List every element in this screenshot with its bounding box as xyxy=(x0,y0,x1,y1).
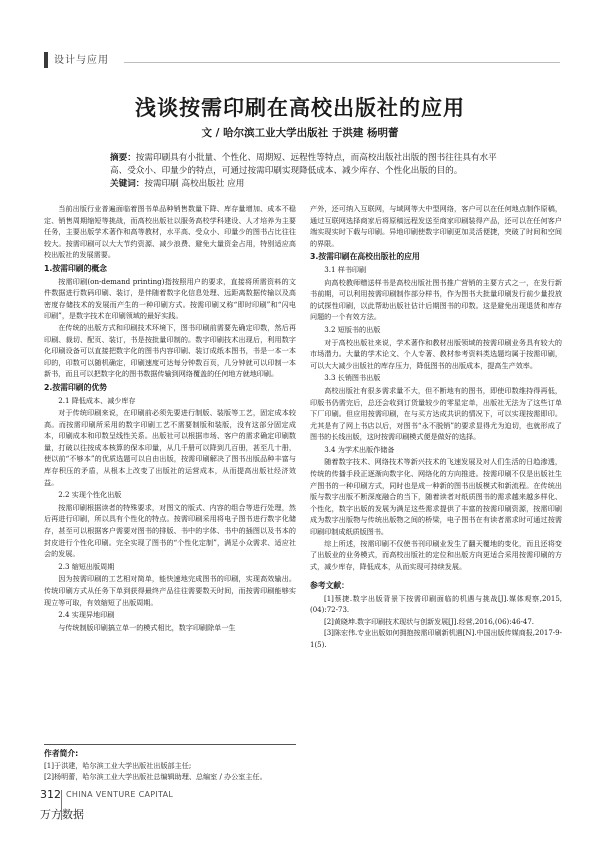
right-column xyxy=(310,203,562,651)
abstract-block xyxy=(110,152,510,191)
author-note-rule xyxy=(44,744,296,745)
paragraph: 按需印刷(on-demand printing)指按照用户的要求，直接将所需资料的文件数据进行数码印刷、装订，是伴随着数字化信息处理、远距离数据传输以及高密度存储技术的发展而产生的一种印刷方式。按需印刷又称“即时印刷”和“闪电印刷”，是数字技术在印刷领域的最好实践。 xyxy=(44,276,296,321)
watermark: 万方数据 xyxy=(40,808,84,821)
section-tag-marker xyxy=(44,52,48,68)
abstract xyxy=(110,152,510,178)
section-heading: 2.按需印刷的优势 xyxy=(44,382,107,392)
header-rule xyxy=(124,62,560,63)
subsection-heading: 2.3 缩短出版周期 xyxy=(58,561,115,571)
paragraph: 与传统制版印刷搞立单一的模式相比，数字印刷除单一生 xyxy=(58,622,236,632)
section-tag-bar xyxy=(44,50,560,70)
page-number: 312 xyxy=(40,788,61,801)
left-column xyxy=(44,203,296,633)
author-note-title: 作者简介: xyxy=(44,749,79,758)
references-list xyxy=(310,594,562,651)
abstract-label: 摘要： xyxy=(110,153,136,163)
paragraph: 向高校教师赠送样书是高校出版社图书推广营销的主要方式之一，在发行新书前期，可以利用按需印刷制作部分样书，作为图书大批量印刷发行前少量投放的试探性印刷，以此帮助出版社估计后期图书的印数。这是避免出现退货和库存问题的一个有效方法。 xyxy=(310,277,562,322)
author-note-line: [2]杨明蕾，哈尔滨工业大学出版社总编辑助理、总编室 / 办公室主任。 xyxy=(44,772,267,781)
references-heading: 参考文献： xyxy=(310,581,349,591)
paragraph: 随着数字技术、网络技术等新兴技术的飞速发展及对人们生活的日趋渗透，传统的传播手段正逐渐向数字化、网络化的方向推进。按需印刷不仅是出版社生产图书的一种印刷方式，同时也是成一种新的图书出版模式和新流程。在传统出版与数字出版不断深度融合的当下，随着读者对纸质图书的需求越来越多样化、个性化，数字出版的发展为满足这些需求提供了丰富的按需印刷资源，按需印刷成为数字出版物与传统出版物之间的桥梁，电子图书在有读者需求时可通过按需印刷印制成纸质版图书。 xyxy=(310,457,562,537)
right-column-body xyxy=(310,203,562,572)
paragraph: 按需印刷根据读者的特殊要求，对图文的版式、内容的组合等进行处理，然后再进行印刷，所以具有个性化的特点。按需印刷采用将电子图书进行数字化储存，甚至可以根据客户需要对图书的排版、书中的字体、书中的插图以及书本的封皮进行个性化印刷。完全实现了图书的“个性化定制”，满足小众需求、适应社会的发展。 xyxy=(44,502,296,559)
author-note-line: [1]于洪建，哈尔滨工业大学出版社出版部主任; xyxy=(44,760,192,770)
paragraph: 对于传统印刷来说，在印刷前必须先要进行制版、装版等工艺，固定成本较高。而按需印刷所采用的数字印刷工艺不需要制版和装版，没有这部分固定成本，印刷成本和印数呈线性关系。出版社可以根据市场、客户的需求确定印刷数量，打破以往按成本核算的保本印量，从几千册可以降到几百册，甚至几十册，使以前“不够本”的优质选题可以自由出版，按需印刷解决了图书出版品种丰富与库存积压的矛盾，从根本上改变了出版社的运营成本，从而提高出版社经济效益。 xyxy=(44,408,296,487)
article-byline: 文 / 哈尔滨工业大学出版社 于洪建 杨明蕾 xyxy=(201,127,399,139)
paragraph: 当前出版行业普遍面临着图书单品种销售数量下降、库存量增加、成本不稳定、销售周期缩短等挑战，而高校出版社以服务高校学科建设、人才培养为主要任务，主要出版学术著作和高等教材，水平高、受众小、印量少的图书占比往往较大。按需印刷可以大大节约资源、减少浪费、避免大量资金占用，特别适应高校出版社的发展需要。 xyxy=(44,204,296,260)
paragraph: 对于高校出版社来说，学术著作和教材出版领域的按需印刷业务具有较大的市场潜力。大量的学术论文、个人专著、教材参考资料类选题均属于按需印刷，可以大大减少出版社的库存压力，降低图书的出版成本，提高生产效率。 xyxy=(310,337,562,370)
paragraph: 因为按需印刷的工艺相对简单，能快速地完成图书的印刷，实现高效输出。传统印刷方式从任务下单到获得最终产品往往需要数天时间，而按需印刷能够实现立等可取，有效缩短了出版周期。 xyxy=(44,574,296,607)
author-note xyxy=(44,744,296,783)
article-title: 浅谈按需印刷在高校出版社的应用 xyxy=(135,95,465,120)
reference-item: [1]蔡捷.数字出版背景下按需印刷面临的机遇与挑战[J].媒体观察,2015,(04):72-73. xyxy=(310,595,562,615)
paragraph: 综上所述，按需印刷不仅使书刊印刷业发生了翻天覆地的变化，而且还将变了出版业的业务模式，而高校出版社的定位和出版方向更适合采用按需印刷的方式，减少库存，降低成本，从而实现可持续发展。 xyxy=(310,538,562,571)
section-heading: 1.按需印刷的概念 xyxy=(44,263,107,273)
keywords-text: 按需印刷 高校出版社 应用 xyxy=(144,179,245,189)
subsection-heading: 2.4 实现异地印刷 xyxy=(58,610,115,620)
subsection-heading: 3.1 样书印刷 xyxy=(324,264,367,274)
paragraph: 产外，还可纳入互联网，与域网等大中型网络，客户可以在任何地点制作原稿，通过互联网选择商家后将原稿远程发送至商家印刷装得产品，还可以在任何客户端实现实时下载与印刷。异地印刷使数字印刷更加灵活便捷，突破了时间和空间的界限。 xyxy=(310,204,562,248)
journal-name: CHINA VENTURE CAPITAL xyxy=(66,790,174,799)
section-heading: 3.按需印刷在高校出版社的应用 xyxy=(310,252,420,262)
keywords-label: 关键词： xyxy=(110,179,145,189)
subsection-heading: 2.2 实现个性化出版 xyxy=(58,490,122,500)
keywords xyxy=(110,178,510,191)
paragraph: 高校出版社有很多需求量不大，但不断地有的图书，即使印数维持得再低，印版书仍需完后，总还会收到订货量较少的零星定单，出版社无法为了这些订单下厂印刷。但应用按需印刷，在与买方达成共识的情况下，可以实现按需即印。尤其是有了网上书店以后，对图书“永不脱销”的要求显得尤为迫切，也就形成了图书的长线出版，这时按需印刷模式便是做好的选择。 xyxy=(310,385,562,442)
section-tag: 设计与应用 xyxy=(54,55,109,66)
page-footer xyxy=(40,788,560,828)
subsection-heading: 3.4 为学术出版作储备 xyxy=(324,444,395,454)
abstract-text: 按需印刷具有小批量、个性化、周期短、远程性等特点，而高校出版社出版的图书往往具有水平高、受众小、印量少的特点，可通过按需印刷实现降低成本、减少库存、个性化出版的目的。 xyxy=(110,153,497,176)
subsection-heading: 3.2 短版书的出版 xyxy=(324,324,381,334)
paragraph: 在传统的出版方式和印刷技术环境下，图书印刷前需要先确定印数，然后再印刷、裁切、配页、装订，书是按批量印制的。数字印刷技术出现后，利用数字化印刷设备可以直接把数字化的图书内容印刷、装订成纸本图书，书是一本一本印的，印数可以随机确定，印刷速度可达每分钟数百页，几分钟就可以印制一本新书，而且可以把数字化的图书数据传输到网络覆盖的任何地方就地印刷。 xyxy=(44,322,296,379)
subsection-heading: 3.3 长销图书出版 xyxy=(324,373,381,383)
subsection-heading: 2.1 降低成本、减少库存 xyxy=(58,395,136,405)
reference-item: [3]陈宏伟.专业出版如何拥抱按需印刷新机遇[N].中国出版传媒商报,2017-9-1(5). xyxy=(310,629,562,649)
reference-item: [2]黄晓坤.数字印刷技术现状与创新发展[J].经营,2016,(06):46-47. xyxy=(324,617,535,626)
